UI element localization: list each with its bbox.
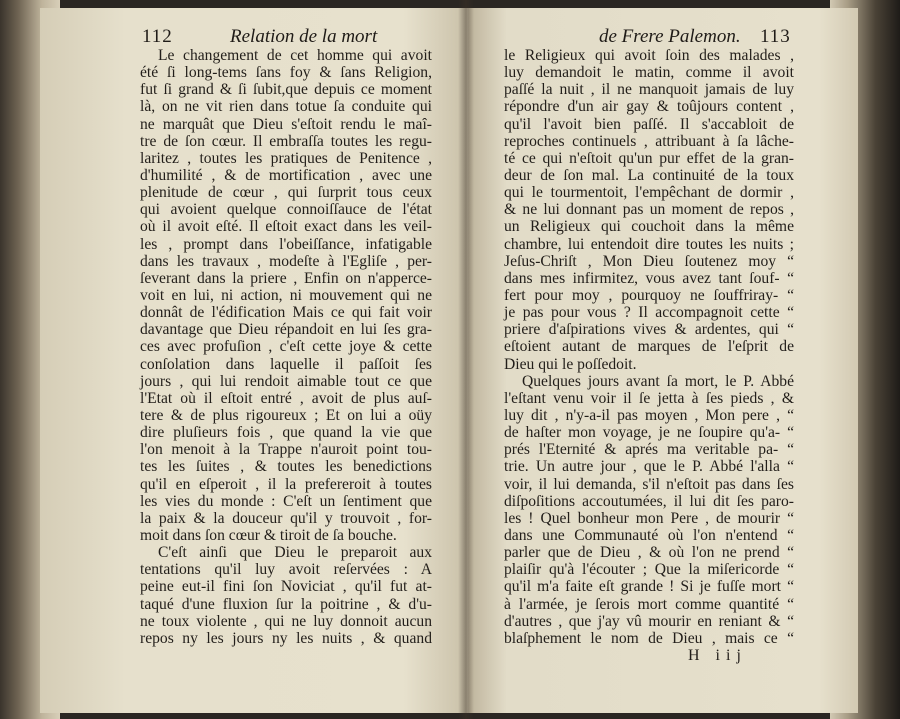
text-line: qu'il m'a faite eſt grande ! Si je fuſſe mort “ — [504, 578, 794, 596]
text-line: chambre, lui entendoit dire toutes les nuits ; — [504, 235, 794, 253]
text-line: C'eſt ainſi que Dieu le preparoit aux — [158, 544, 432, 562]
text-line: à l'armée, je ſerois mort comme quantité “ — [504, 595, 794, 613]
text-line: blaſphement le nom de Dieu , mais ce “ — [504, 629, 794, 647]
text-line: Le changement de cet homme qui avoit — [158, 47, 432, 64]
text-line: été ſi long-tems ſans foy & ſans Religion, — [140, 64, 432, 82]
text-line: dire pluſieurs fois , que quand la vie que — [140, 424, 432, 442]
text-line: plenitude de cœur , qui ſurprit tous ceux — [140, 184, 432, 202]
text-line: conſolation dans laquelle il paſſoit ſes — [140, 355, 432, 373]
text-line: deur de ſon mal. La continuité de la toux — [504, 166, 794, 184]
left-running-head — [142, 26, 434, 48]
text-line: davantage que Dieu répandoit en lui ſes gra- — [140, 321, 432, 339]
text-line: l'on menoit à la Trappe n'auroit point tou- — [140, 441, 432, 459]
text-line: le Religieux qui avoit ſoin des malades , — [504, 47, 794, 64]
text-line: qui le tourmentoit, l'empêchant de dormir , — [504, 184, 794, 202]
text-line: qui avoient quelque connoiſſauce de l'état — [140, 201, 432, 219]
text-line: d'autres , que j'ay vû mourir en reniant & “ — [504, 612, 794, 630]
text-line: je pas pour vous ? Il accompagnoit cette “ — [504, 304, 794, 322]
text-line: tre de ſon cœur. Il embraſſa toutes les regu- — [140, 132, 432, 150]
text-line: voit en lui, ni action, ni mouvement qui ne — [140, 286, 432, 304]
text-line: luy demandoit le matin, comme il avoit — [504, 64, 794, 82]
text-line: luy dit , n'y-a-il pas moyen , Mon pere , “ — [504, 406, 794, 424]
text-line: répondre d'un air gay & toûjours content , — [504, 98, 794, 116]
text-line: paſſé la nuit , il ne manquoit jamais de luy — [504, 81, 794, 99]
text-line: fert pour moy , pourquoy ne ſouffriray- “ — [504, 286, 794, 304]
left-running-title: Relation de la mort — [230, 26, 378, 47]
text-line: un Religieux qui couchoit dans la même — [504, 218, 794, 236]
book-gutter — [458, 0, 474, 719]
text-line: té ce qui n'eſtoit qu'un pur effet de la gran- — [504, 149, 794, 167]
text-line: trie. Un autre jour , que le P. Abbé l'alla “ — [504, 458, 794, 476]
text-line: diſpoſitions accoutumées, il lui dit ſes paro- — [504, 492, 794, 510]
text-line: laritez , toutes les pratiques de Penitence , — [140, 149, 432, 167]
text-line: ne toux violente , qui ne luy donnoit aucun — [140, 612, 432, 630]
text-line: dans une Communauté où l'on n'entend “ — [504, 526, 794, 544]
left-page-text — [140, 47, 432, 647]
text-line: la paix & la douceur qu'il y trouvoit , for- — [140, 509, 432, 527]
text-line: repos ny les jours ny les nuits , & quand — [140, 629, 432, 647]
text-line: d'humilité , & de mortification , avec une — [140, 166, 432, 184]
text-line: ſeverant dans la priere , Enfin on n'apperce- — [140, 269, 432, 287]
text-line: les , prompt dans l'obeiſſance, infatigable — [140, 235, 432, 253]
text-line: donnât de l'édification Mais ce qui fait voir — [140, 304, 432, 322]
text-line: les ! Quel bonheur mon Pere , de mourir “ — [504, 509, 794, 527]
text-line: dans les travaux , modeſte à l'Egliſe , per- — [140, 252, 432, 270]
text-line: priere d'aſpirations vives & ardentes, qui “ — [504, 321, 794, 339]
text-line: ne marquât que Dieu s'eſtoit rendu le maî- — [140, 115, 432, 133]
text-line: fut ſi grand & ſi ſubit,que depuis ce moment — [140, 81, 432, 99]
text-line: ces avec profuſion , c'eſt cette joye & cette — [140, 338, 432, 356]
text-line: tes les ſuites , & toutes les benedictions — [140, 458, 432, 476]
text-line: qu'il l'avoit bien paſſé. Il s'accabloit de — [504, 115, 794, 133]
text-line: qu'il en eſperoit , il la prefereroit à toutes — [140, 475, 432, 493]
text-line: taqué d'une fluxion ſur la poitrine , & d'u- — [140, 595, 432, 613]
text-line: reproches continuels , attribuant à ſa lâche- — [504, 132, 794, 150]
text-line: l'Etat où il eſtoit entré , avoit de plus auſ- — [140, 389, 432, 407]
left-page-number: 112 — [142, 26, 173, 47]
right-running-title: de Frere Palemon. — [599, 26, 741, 47]
text-line: moit dans ſon cœur & tiroit de ſa bouche. — [140, 526, 397, 544]
text-line: peine eut-il fini ſon Noviciat , qu'il fut at- — [140, 578, 432, 596]
text-line: eſtoient autant de marques de l'eſprit de — [504, 338, 794, 356]
text-line: Quelques jours avant ſa mort, le P. Abbé — [522, 372, 794, 390]
text-line: prés l'Eternité & aprés ma veritable pa- “ — [504, 441, 794, 459]
text-line: de haſter mon voyage, je ne ſoupire qu'a- “ — [504, 424, 794, 442]
text-line: Jeſus-Chriſt , Mon Dieu ſoutenez moy “ — [504, 252, 794, 270]
text-line: les vies du monde : C'eſt un ſentiment que — [140, 492, 432, 510]
right-page-text — [504, 47, 794, 647]
text-line: plaiſir qu'à l'écouter ; Que la miſericorde “ — [504, 561, 794, 579]
text-line: parler que de Dieu , & où l'on ne prend “ — [504, 544, 794, 562]
text-line: tere & de plus rigoureux ; Et on lui a oüy — [140, 406, 432, 424]
text-line: tentations qu'il luy avoit reſervées : A — [140, 561, 432, 579]
text-line: où il avoit eſté. Il eſtoit exact dans les veil- — [140, 218, 432, 236]
signature-mark: H iij — [688, 647, 747, 664]
right-page-number: 113 — [760, 26, 791, 47]
text-line: là, on ne vit rien dans totue ſa conduite qui — [140, 98, 432, 116]
text-line: l'eſtant venu voir il ſe jetta à ſes pieds , & — [504, 389, 794, 407]
text-line: jours , qui lui rendoit aimable tout ce que — [140, 372, 432, 390]
text-line: voir, il lui demanda, s'il n'eſtoit pas dans ſes — [504, 475, 794, 493]
text-line: dans mes infirmitez, vous avez tant ſouf- “ — [504, 269, 794, 287]
text-line: & ne lui donnant pas un moment de repos , — [504, 201, 794, 219]
text-line: Dieu qui le poſſedoit. — [504, 355, 637, 373]
